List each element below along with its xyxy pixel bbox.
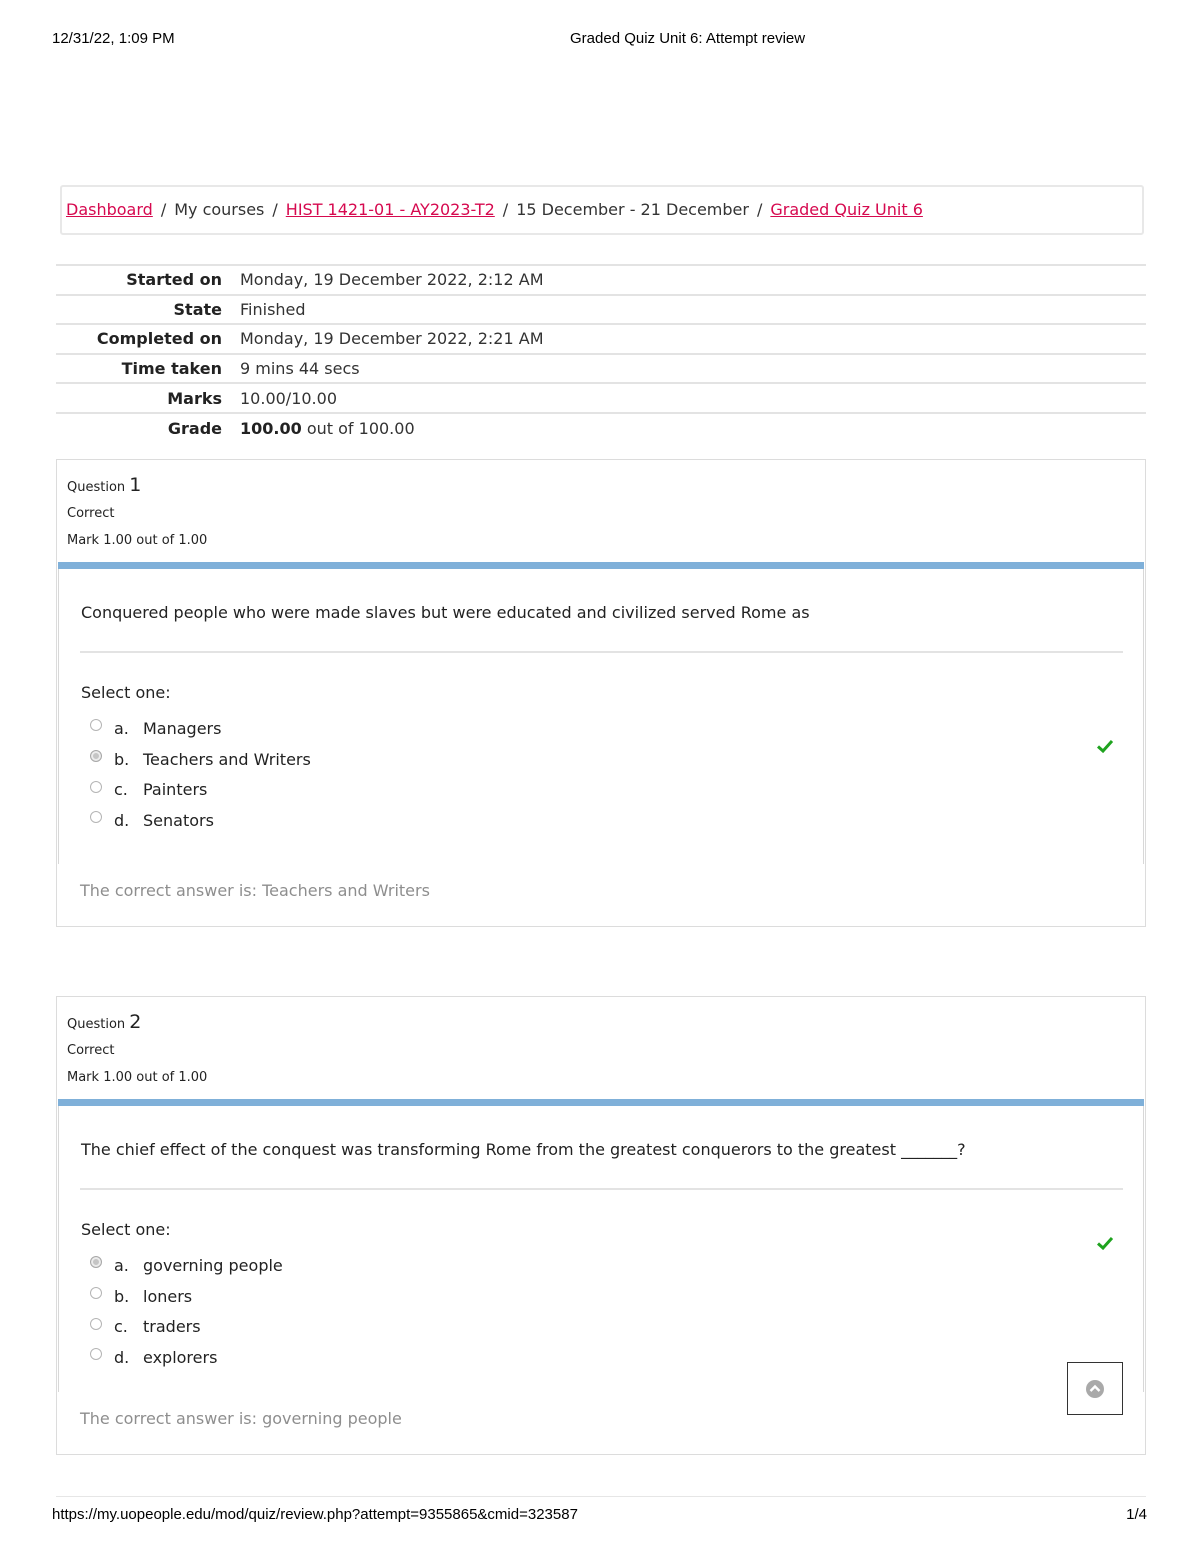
print-title: Graded Quiz Unit 6: Attempt review: [570, 30, 806, 47]
grade-suffix: out of 100.00: [306, 418, 415, 438]
option-letter: c.: [114, 780, 128, 800]
question-label: Question: [67, 1017, 126, 1032]
radio-button[interactable]: [90, 781, 102, 793]
option-letter: d.: [114, 1347, 130, 1367]
radio-button-selected[interactable]: [90, 1256, 102, 1268]
summary-row-started: [56, 265, 1146, 295]
radio-button[interactable]: [90, 811, 102, 823]
radio-button[interactable]: [90, 1348, 102, 1360]
print-footer: [52, 1506, 1147, 1526]
option-text: Senators: [143, 810, 214, 830]
divider: [80, 1188, 1123, 1190]
option-c[interactable]: [90, 1311, 283, 1342]
option-d[interactable]: [90, 805, 311, 836]
question-grade: Mark 1.00 out of 1.00: [67, 533, 208, 548]
question-text: Conquered people who were made slaves but were educated and civilized served Rome as: [81, 603, 810, 622]
breadcrumb-separator: /: [756, 200, 763, 219]
option-d[interactable]: [90, 1342, 283, 1373]
breadcrumb: [60, 185, 1144, 235]
footer-divider: [56, 1496, 1146, 1497]
radio-button-selected[interactable]: [90, 750, 102, 762]
state-value: Finished: [240, 299, 306, 319]
breadcrumb-separator: /: [160, 200, 167, 219]
question-info: [67, 474, 207, 548]
question-state: Correct: [67, 1043, 115, 1058]
option-letter: a.: [114, 1255, 129, 1275]
right-answer: The correct answer is: governing people: [80, 1409, 402, 1428]
option-letter: c.: [114, 1317, 128, 1337]
started-value: Monday, 19 December 2022, 2:12 AM: [240, 270, 544, 290]
summary-row-grade: [56, 413, 1146, 443]
print-url: https://my.uopeople.edu/mod/quiz/review.php?attempt=9355865&cmid=323587: [52, 1506, 578, 1523]
question-label: Question: [67, 480, 126, 495]
question-1: [56, 459, 1146, 927]
select-one-prompt: Select one:: [81, 683, 171, 702]
question-number: [67, 1011, 207, 1033]
print-header: [52, 30, 1147, 50]
check-icon: [1097, 1234, 1113, 1255]
option-a[interactable]: [90, 713, 311, 744]
breadcrumb-my-courses: My courses: [174, 200, 265, 219]
chevron-up-circle-icon: [1085, 1379, 1105, 1399]
option-letter: b.: [114, 749, 130, 769]
option-text: Managers: [143, 718, 222, 738]
right-answer: The correct answer is: Teachers and Writers: [80, 881, 430, 900]
completed-label: Completed on: [96, 329, 222, 349]
radio-button[interactable]: [90, 1287, 102, 1299]
radio-button[interactable]: [90, 1318, 102, 1330]
question-text: The chief effect of the conquest was transforming Rome from the greatest conquerors to the greatest _______?: [81, 1140, 966, 1159]
state-label: State: [173, 299, 222, 319]
radio-button[interactable]: [90, 719, 102, 731]
select-one-prompt: Select one:: [81, 1220, 171, 1239]
question-number: [67, 474, 207, 496]
question-info: [67, 1011, 207, 1085]
question-2: [56, 996, 1146, 1455]
question-formulation-bar: [58, 562, 1144, 569]
grade-value: [240, 413, 1146, 443]
option-letter: a.: [114, 718, 129, 738]
attempt-summary: [56, 264, 1146, 443]
started-label: Started on: [126, 270, 222, 290]
option-text: explorers: [143, 1347, 218, 1367]
question-state: Correct: [67, 506, 115, 521]
time-value: 9 mins 44 secs: [240, 359, 360, 379]
completed-value: Monday, 19 December 2022, 2:21 AM: [240, 329, 544, 349]
check-icon: [1097, 737, 1113, 758]
summary-row-state: [56, 295, 1146, 325]
option-letter: b.: [114, 1286, 130, 1306]
summary-row-marks: [56, 383, 1146, 413]
option-a[interactable]: [90, 1250, 283, 1281]
breadcrumb-separator: /: [502, 200, 509, 219]
marks-label: Marks: [167, 388, 222, 408]
question-grade: Mark 1.00 out of 1.00: [67, 1070, 208, 1085]
page-number: 1/4: [1126, 1506, 1147, 1523]
grade-label: Grade: [167, 418, 222, 438]
breadcrumb-separator: /: [272, 200, 278, 219]
answer-options: [90, 1250, 283, 1373]
time-label: Time taken: [121, 359, 222, 379]
option-c[interactable]: [90, 774, 311, 805]
breadcrumb-course[interactable]: HIST 1421-01 - AY2023-T2: [285, 200, 495, 219]
divider: [80, 651, 1123, 653]
option-b[interactable]: [90, 1281, 283, 1312]
marks-value: 10.00/10.00: [240, 388, 337, 408]
option-letter: d.: [114, 810, 130, 830]
option-text: Painters: [143, 780, 208, 800]
question-formulation: [58, 569, 1144, 864]
option-text: loners: [143, 1286, 193, 1306]
grade-score: 100.00: [240, 418, 302, 438]
option-text: governing people: [143, 1255, 283, 1275]
answer-options: [90, 713, 311, 836]
summary-row-time: [56, 354, 1146, 384]
back-to-top-button[interactable]: [1067, 1362, 1123, 1415]
question-formulation: [58, 1106, 1144, 1392]
breadcrumb-dashboard[interactable]: Dashboard: [66, 200, 153, 219]
option-b[interactable]: [90, 744, 311, 775]
print-date: 12/31/22, 1:09 PM: [52, 30, 175, 47]
option-text: traders: [143, 1317, 201, 1337]
question-number-value: 2: [129, 1011, 142, 1033]
breadcrumb-week: 15 December - 21 December: [516, 200, 749, 219]
summary-row-completed: [56, 324, 1146, 354]
question-number-value: 1: [129, 474, 142, 496]
question-formulation-bar: [58, 1099, 1144, 1106]
option-text: Teachers and Writers: [143, 749, 311, 769]
breadcrumb-quiz[interactable]: Graded Quiz Unit 6: [770, 200, 923, 219]
